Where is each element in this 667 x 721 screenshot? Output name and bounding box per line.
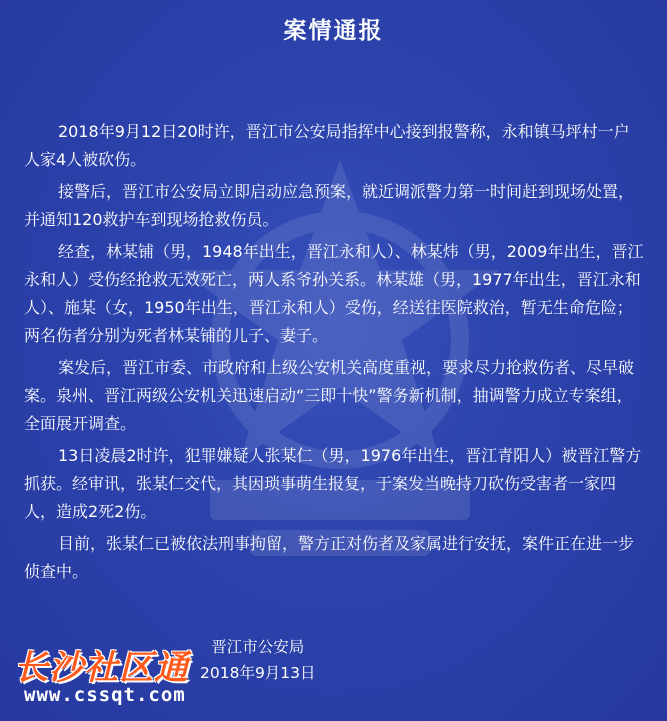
site-watermark	[14, 640, 224, 720]
watermark-chinese-text: 长沙社区通	[14, 648, 189, 688]
paragraph-3: 经查，林某铺（男，1948年出生，晋江永和人）、林某炜（男，2009年出生，晋江永和人）受伤经抢救无效死亡，两人系爷孙关系。林某雄（男，1977年出生，晋江永和人）、施某（女，1950年出生，晋江永和人）受伤，经送往医院救治，暂无生命危险；两名伤者分别为死者林某铺的儿子、妻子。	[24, 242, 644, 345]
watermark-url-text: www.cssqt.com	[24, 684, 186, 706]
signature-date: 2018年9月13日	[200, 664, 316, 682]
paragraph-5: 13日凌晨2时许，犯罪嫌疑人张某仁（男，1976年出生，晋江青阳人）被晋江警方抓获。经审讯，张某仁交代，其因琐事萌生报复，于案发当晚持刀砍伤受害者一家四人，造成2死2伤。	[24, 446, 642, 521]
report-body	[24, 118, 644, 590]
paragraph-4: 案发后，晋江市委、市政府和上级公安机关高度重视，要求尽力抢救伤者、尽早破案。泉州、晋江两级公安机关迅速启动“三即十快”警务新机制，抽调警力成立专案组，全面展开调查。	[24, 358, 635, 433]
signature-org: 晋江市公安局	[211, 638, 305, 656]
paragraph-2: 接警后，晋江市公安局立即启动应急预案，就近调派警力第一时间赶到现场处置，并通知120救护车到现场抢救伤员。	[24, 182, 635, 229]
paragraph-6: 目前，张某仁已被依法刑事拘留，警方正对伤者及家属进行安抚，案件正在进一步侦查中。	[24, 534, 635, 581]
paragraph-1: 2018年9月12日20时许，晋江市公安局指挥中心接到报警称，永和镇马坪村一户人家4人被砍伤。	[24, 122, 630, 169]
page-title: 案情通报	[283, 18, 384, 44]
